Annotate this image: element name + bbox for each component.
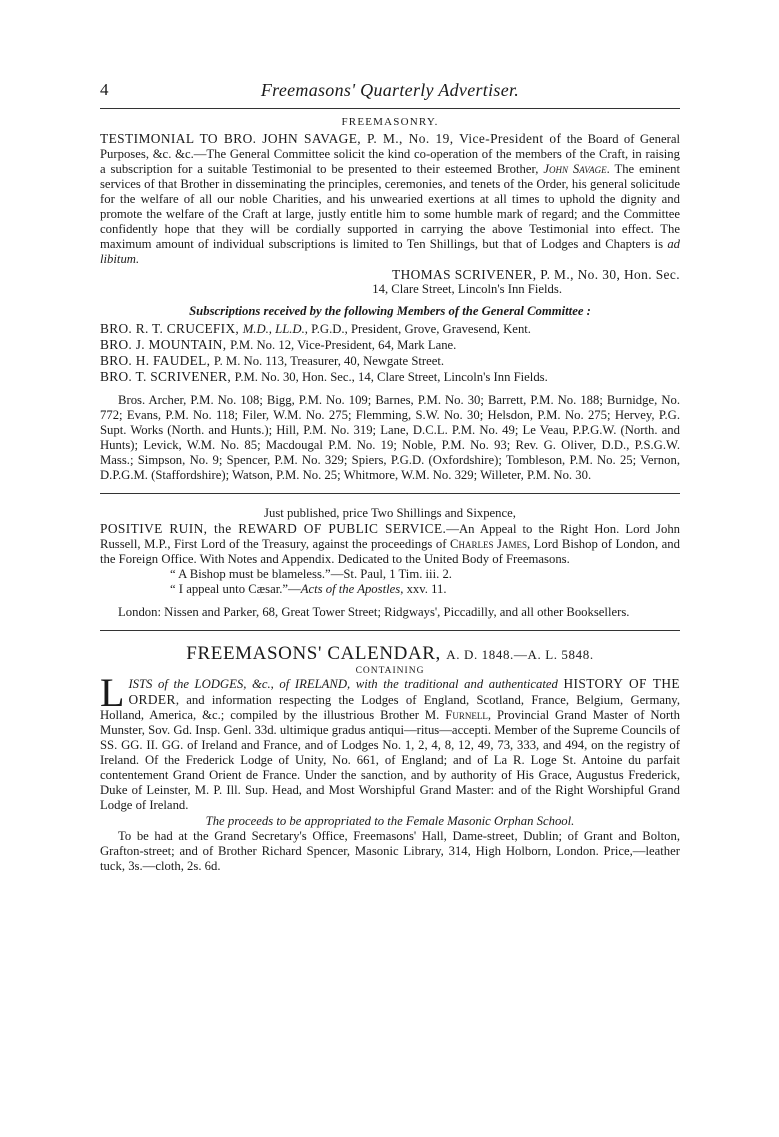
positive-ruin-paragraph: POSITIVE RUIN, the REWARD OF PUBLIC SERVICE.—An Appeal to the Right Hon. Lord John Russell, M.P., First Lord of the Treasury, against the proceedings of Charles James, Lord Bishop of London, and the Foreign Office. With Notes and Appendix. Dedicated to the United Body of Freemasons. [100, 521, 681, 566]
page-number: 4 [100, 80, 109, 99]
calendar-year-ad: A. D. 1848. [446, 647, 514, 662]
publishers: London: Nissen and Parker, 68, Great Tower Street; Ridgways', Piccadilly, and all other Booksellers. [118, 605, 630, 619]
publication-notice: Just published, price Two Shillings and Sixpence, [264, 506, 516, 520]
positive-ruin-heading: POSITIVE RUIN, the REWARD OF PUBLIC SERVICE. [100, 521, 447, 536]
section-rule [100, 493, 680, 494]
testimonial-heading: TESTIMONIAL TO BRO. JOHN SAVAGE, P. M., No. 19, Vice-President of [100, 131, 562, 146]
bishop-name: Charles James [450, 537, 527, 551]
running-title: Freemasons' Quarterly Advertiser. [260, 80, 520, 100]
page [100, 78, 680, 874]
testimonial-text-2: . The eminent services of that Brother in disseminating the principles, ceremonies, and tenets of the Order, his general solicitude for the welfare of all our noble Charities, and his unwearied exertions at all times to uphold the dignity and promote the welfare of the Craft at large, justly entitle him to some humble mark of regard; and the Committee confidently hope that they will be cordially supported in carrying the above Testimonial into effect. The maximum amount of individual subscriptions is limited to Ten Shillings, but that of Lodges and Chapters is [100, 162, 680, 251]
positive-ruin-section [100, 506, 680, 620]
quote-2: “ I appeal unto Cæsar.”—Acts of the Apostles, xxv. 11. [170, 582, 447, 596]
subscriptions-section [100, 304, 680, 483]
committee-member: BRO. J. MOUNTAIN, P.M. No. 12, Vice-President, 64, Mark Lane. [100, 337, 457, 352]
brothers-list: Bros. Archer, P.M. No. 108; Bigg, P.M. No. 109; Barnes, P.M. No. 30; Barrett, P.M. No. 188; Burnidge, No. 772; Evans, P.M. No. 118; Filer, W.M. No. 275; Flemming, S.W. No. 30; Helsdon, P.M. No. 275; Hervey, P.G. Supt. Works (North. and Hunts.); Hill, P.M. No. 319; Lane, D.C.L. P.M. No. 49; Le Veau, P.P.G.W. (North. and Hunts); Levick, W.M. No. 85; Macdougal P.M. No. 19; Noble, P.M. No. 93; Rev. G. Oliver, D.D., P.S.G.W. Mass.; Simpson, No. 9; Spencer, P.M. No. 329; Spiers, P.G.D. (Oxfordshire); Tombleson, P.M. No. 25; Vernon, D.P.G.M. (Staffordshire); Watson, P.M. No. 25; Whitmore, W.M. No. 329; Willeter, P.M. No. 30. [100, 393, 680, 482]
page-header [100, 78, 680, 106]
testimonial-section [100, 116, 680, 297]
drop-cap: L [100, 670, 125, 715]
signature: THOMAS SCRIVENER, P. M., No. 30, Hon. Sec. [392, 267, 680, 282]
signature-row [100, 267, 680, 282]
testimonial-name: John Savage [543, 162, 607, 176]
committee-member: BRO. H. FAUDEL, P. M. No. 113, Treasurer, 40, Newgate Street. [100, 353, 445, 368]
committee-member: BRO. R. T. CRUCEFIX, M.D., LL.D., P.G.D., President, Grove, Gravesend, Kent. [100, 321, 531, 336]
to-be-had: To be had at the Grand Secretary's Office, Freemasons' Hall, Dame-street, Dublin; of Grant and Bolton, Grafton-street; and of Brother Richard Spencer, Masonic Library, 314, High Holborn, London. Price,—leather tuck, 3s.—cloth, 2s. 6d. [100, 829, 680, 873]
signature-address: 14, Clare Street, Lincoln's Inn Fields. [372, 282, 562, 296]
testimonial-paragraph [100, 131, 680, 267]
section-title: FREEMASONRY. [341, 116, 439, 128]
quote-1: “ A Bishop must be blameless.”—St. Paul, 1 Tim. iii. 2. [170, 567, 452, 581]
calendar-section [100, 643, 680, 874]
containing-label: CONTAINING [355, 666, 425, 676]
subscriptions-heading: Subscriptions received by the following Members of the General Committee : [189, 304, 591, 318]
section-rule [100, 630, 680, 631]
testimonial-text-1: the Board of General Purposes, &c. &c.—The General Committee solicit the kind co-operation of the members of the Craft, in raising a subscription for a suitable Testimonial to be presented to their esteemed Brother, [100, 132, 680, 176]
calendar-paragraph: LISTS of the LODGES, &c., of IRELAND, with the traditional and authenticated HISTORY OF THE ORDER, and information respecting the Lodges of England, Scotland, France, Belgium, Germany, Holland, America, &c.; compiled by the illustrious Brother M. Furnell, Provincial Grand Master of North Munster, Sov. Gd. Insp. Genl. 33d. ultimique gradus antiqui—ritus—accepti. Member of the Supreme Councils of SS. GG. II. GG. of Ireland and France, and of Lodges No. 1, 2, 4, 8, 12, 49, 73, 333, and 494, on the registry of Ireland. Of the Frederick Lodge of Unity, No. 661, of England; and of La R. Loge St. Antoine du parfait contentement Grand Orient de France. Under the sanction, and by authority of His Grace, Augustus Frederick, Duke of Leinster, M. P. Ill. Sup. Head, and Most Worshipful Grand Master: and of the Right Worshipful Grand Lodge of Ireland. [100, 670, 681, 812]
committee-member: BRO. T. SCRIVENER, P.M. No. 30, Hon. Sec., 14, Clare Street, Lincoln's Inn Fields. [100, 369, 548, 384]
calendar-year-al: —A. L. 5848. [513, 647, 594, 662]
ad-libitum: ad libitum. [100, 237, 680, 266]
header-rule [100, 108, 680, 109]
calendar-title: FREEMASONS' CALENDAR, A. D. 1848.—A. L. 5848. [186, 643, 594, 664]
proceeds-note: The proceeds to be appropriated to the Female Masonic Orphan School. [205, 814, 575, 828]
